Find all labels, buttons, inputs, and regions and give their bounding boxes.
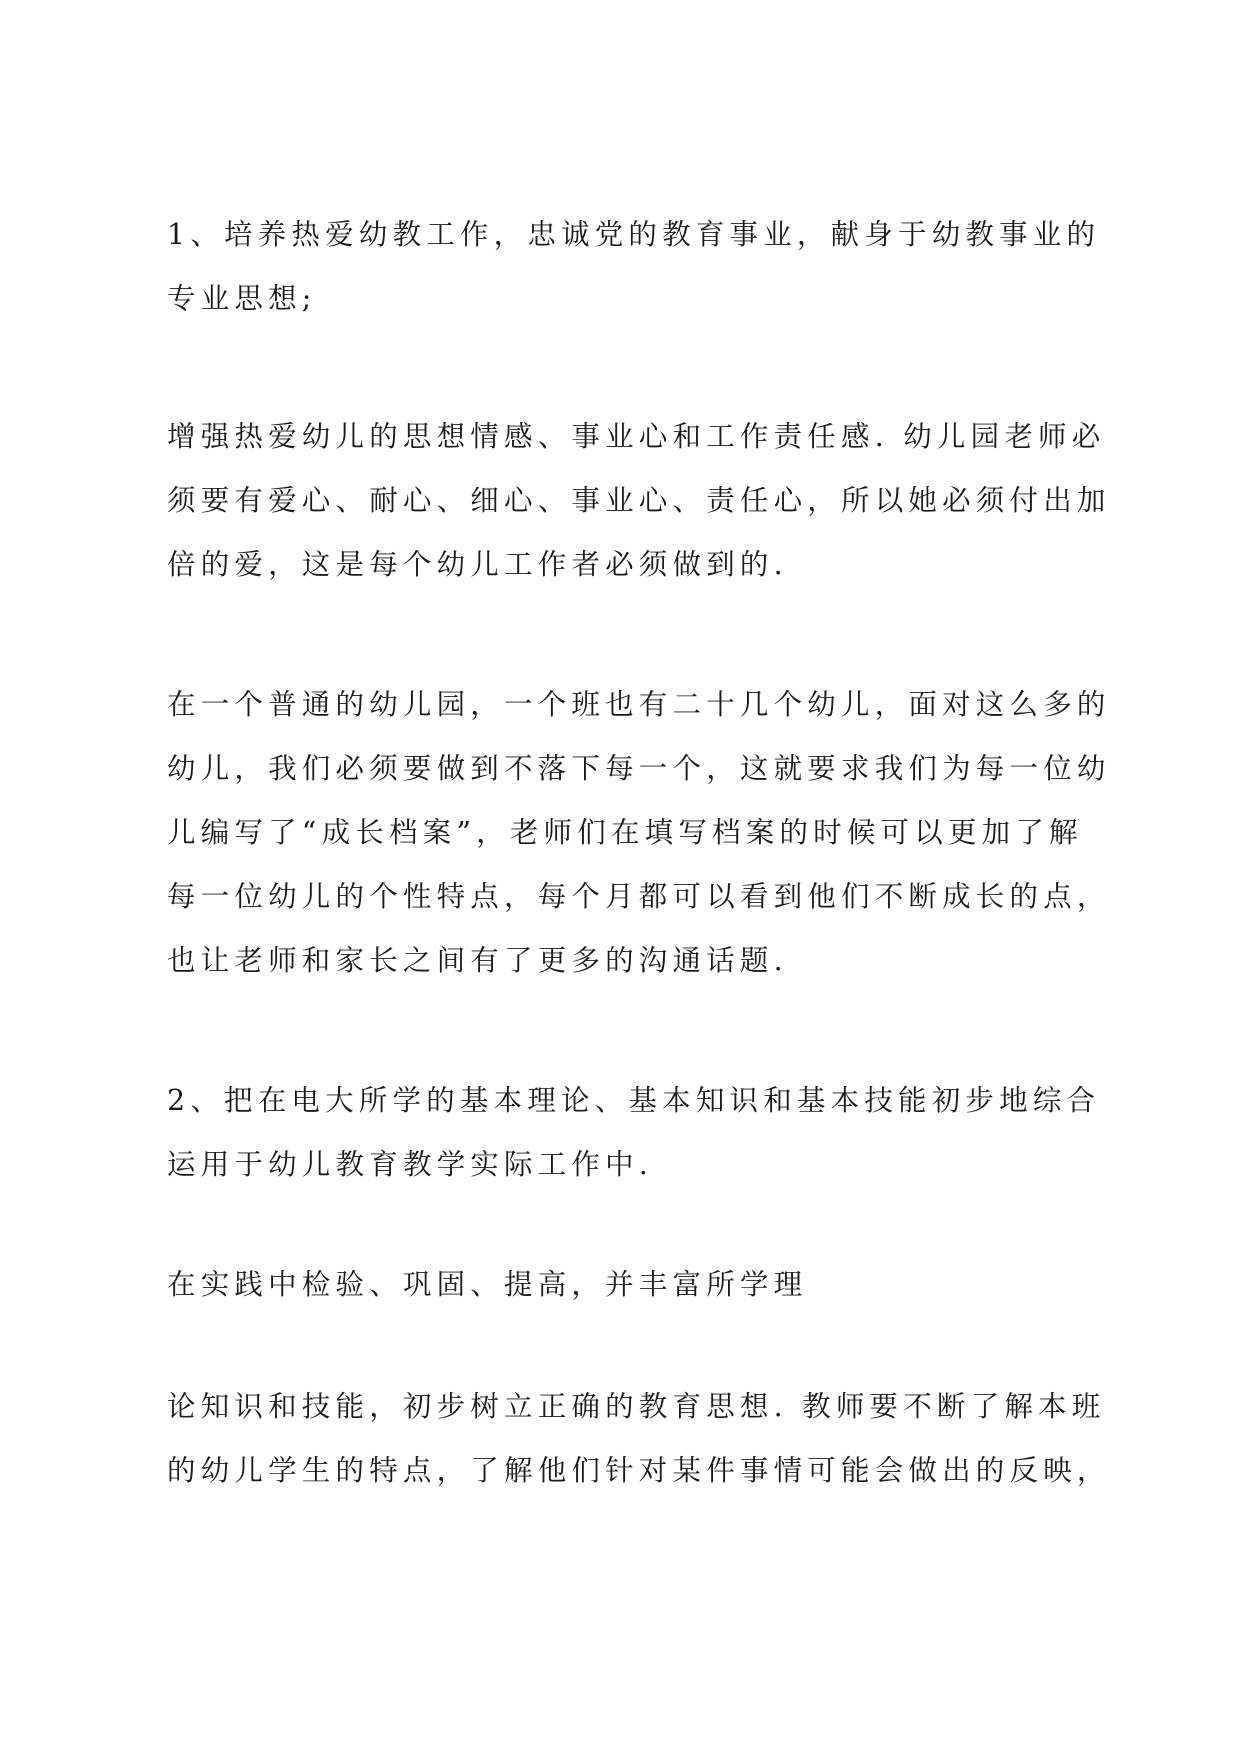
paragraph-4 (167, 1069, 1101, 1197)
paragraph-1 (167, 203, 1101, 331)
paragraph-5 (167, 1253, 1097, 1317)
paragraph-line: 每一位幼儿的个性特点，每个月都可以看到他们不断成长的点， (167, 880, 1111, 913)
paragraph-line: 专业思想; (167, 282, 317, 315)
paragraph-line: 儿编写了“成长档案”，老师们在填写档案的时候可以更加了解 (167, 816, 1083, 849)
paragraph-3 (167, 673, 1111, 993)
paragraph-line: 运用于幼儿教育教学实际工作中. (167, 1148, 654, 1181)
paragraph-6 (167, 1375, 1111, 1503)
paragraph-line: 论知识和技能，初步树立正确的教育思想. 教师要不断了解本班 (167, 1390, 1106, 1423)
paragraph-line: 在实践中检验、巩固、提高，并丰富所学理 (167, 1268, 808, 1301)
paragraph-line: 幼儿，我们必须要做到不落下每一个，这就要求我们为每一位幼 (167, 752, 1111, 785)
paragraph-line: 倍的爱，这是每个幼儿工作者必须做到的. (167, 548, 788, 581)
paragraph-line: 在一个普通的幼儿园，一个班也有二十几个幼儿，面对这么多的 (167, 688, 1111, 721)
paragraph-line: 的幼儿学生的特点，了解他们针对某件事情可能会做出的反映， (167, 1454, 1111, 1487)
paragraph-line: 也让老师和家长之间有了更多的沟通话题. (167, 944, 788, 977)
paragraph-line: 1、培养热爱幼教工作，忠诚党的教育事业，献身于幼教事业的 (167, 218, 1101, 251)
paragraph-line: 增强热爱幼儿的思想情感、事业心和工作责任感. 幼儿园老师必 (167, 420, 1106, 453)
paragraph-2 (167, 405, 1111, 597)
paragraph-line: 2、把在电大所学的基本理论、基本知识和基本技能初步地综合 (167, 1084, 1101, 1117)
paragraph-line: 须要有爱心、耐心、细心、事业心、责任心，所以她必须付出加 (167, 484, 1111, 517)
